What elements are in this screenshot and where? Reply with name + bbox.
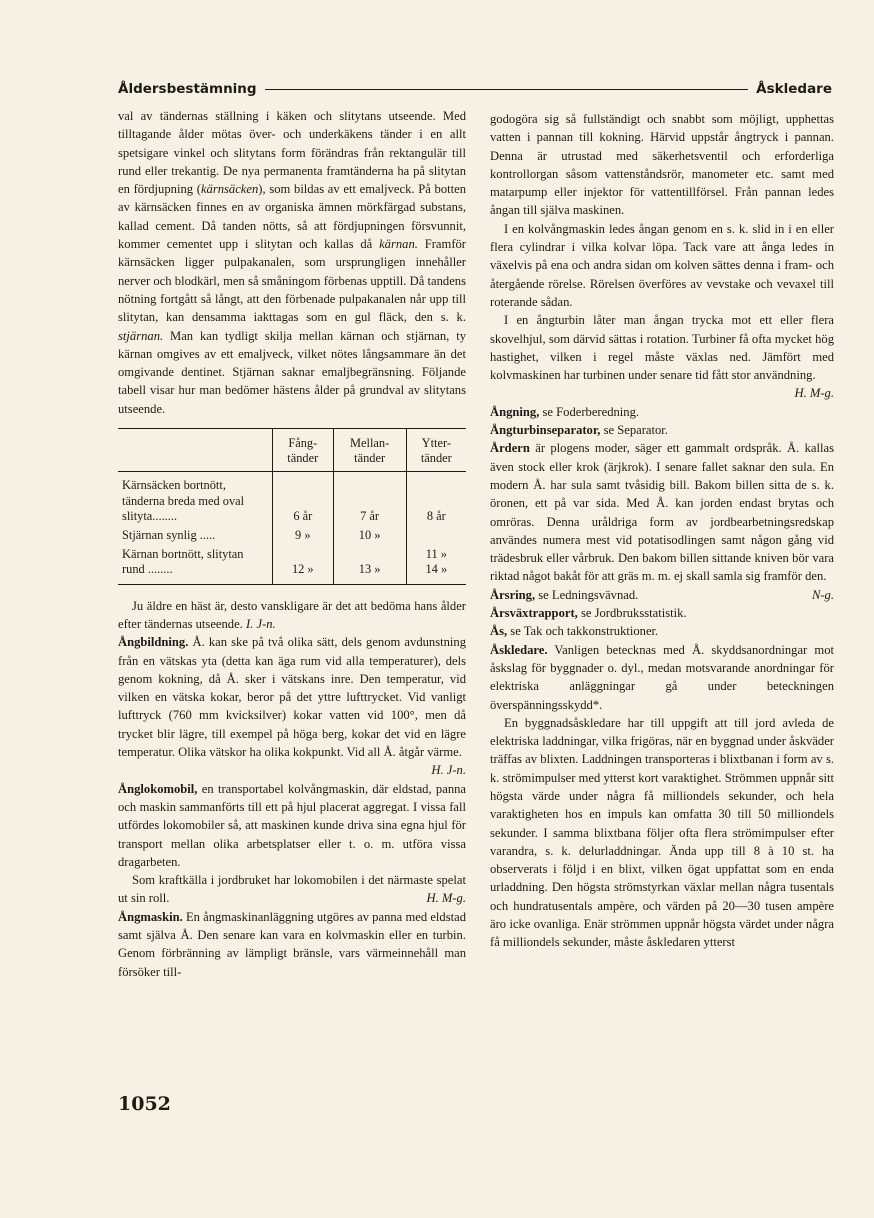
table-header: Fång- tänder [273, 429, 334, 472]
header-left-keyword: Åldersbestämning [118, 81, 257, 97]
paragraph: Ju äldre en häst är, desto vanskligare är det att bedöma hans ålder efter tändernas utseende. I. J-n. [118, 598, 466, 631]
entry-arsvaxtrapport: Årsväxtrapport, se Jordbruksstatistik. [490, 606, 687, 621]
paragraph: I en ångturbin låter man ångan trycka mot ett eller flera skovelhjul, som därvid sättas i rotation. Turbiner få ofta mycket hög hastighet, vilken i regel måste växlas ned. Jämfört med kolvmaskinen har turbinen under senare tid fått stor användning. [490, 313, 834, 383]
table-row: Kärnsäcken bortnött, tänderna breda med oval slityta........ 6 år 7 år 8 år [118, 472, 466, 526]
entry-angmaskin: Ångmaskin. En ångmaskinanläggning utgöres av panna med eldstad samt själva Å. Den senare kan vara en kolvmaskin eller en turbin. Genom förbränning av lämpligt bränsle, vars värmeinnehåll man försöker till- [118, 909, 466, 979]
entry-angturbinseparator: Ångturbinseparator, se Separator. [490, 423, 668, 438]
entry-anglokomobil: Ånglokomobil, en transportabel kolvångmaskin, där eldstad, panna och maskin sammanförts till ett på hjul placerat aggregat. I vissa fall utfördes lokomobiler så, att maskinen kunde driva sina egna hjul för transport mellan olika arbetsplatser eller t. o. m. utföra vissa dragarbeten. [118, 781, 466, 869]
signature: H. J-n. [431, 763, 466, 778]
paragraph: godogöra sig så fullständigt och snabbt som möjligt, upphettas vatten i pannan till kokning. Härvid uppstår ångtryck i pannan. Denna är utrustad med säkerhetsventil och erforderliga kontrollorgan såsom vattenståndsrör, manometer etc. samt med matarpump eller injektor för vattentillförsel. Från pannan ledes ångan till själva maskinen. [490, 112, 834, 218]
entry-angning: Ångning, se Foderberedning. [490, 404, 640, 419]
right-column [490, 110, 834, 952]
table-row: Stjärnan synlig ..... 9 » 10 » [118, 526, 466, 545]
table-row: Kärnan bortnött, slitytan rund ........ 12 » 13 » 11 » 14 » [118, 545, 466, 584]
header-right-keyword: Åskledare [756, 81, 832, 97]
entry-angbildning: Ångbildning. Å. kan ske på två olika sätt, dels genom avdunstning från en vätskas yta (detta kan äga rum vid alla temperaturer), dels genom kokning, då Å. sker i vätskans inre. Den temperatur, vid vilken en vätska kokar, beror på det yttre lufttrycket. Vid vanligt lufttryck (760 mm kvicksilver) kokar vatten vid 100°, men då trycket blir lägre, till exempel på höga berg, kokar det vid en lägre temperatur. Olika vätskor ha olika kokpunkt. Vid all Å. åtgår värme. [118, 635, 466, 760]
age-table [118, 428, 466, 585]
table-header: Mellan- tänder [333, 429, 406, 472]
entry-as: Ås, se Tak och takkonstruktioner. [490, 624, 659, 639]
entry-ardern: Årdern är plogens moder, säger ett gammalt ordspråk. Å. kallas även stock eller krok (ärjkrok). I senare fallet saknar den sula. En modern Å. har sula samt tvåsidig bill. Bakom billen sitta de s. k. öronen, ett på var sida. Med Å. kan jorden endast brytas och omröras. Denna uråldriga form av jordbearbetningsredskap användes numera mest vid potatisodlingen samt någon gång vid trädesbruk eller vårbruk. Den bakom billen sittande kniven bör vara riktad något bakåt för att gräs m. m. ej skall samla sig framför den. N-g. [490, 441, 834, 602]
table-header: Ytter- tänder [406, 429, 466, 472]
header-rule [265, 89, 749, 90]
running-header [118, 79, 832, 99]
paragraph: En byggnadsåskledare har till uppgift att till jord avleda de elektriska laddningar, vilka frigöras, när en byggnad under åskväder träffas av blixten. Laddningen transporteras i blixtbanan i form av s. k. strömimpulser med ytterst kort varaktighet. Strömmen uppnår sitt högsta värde under några få milliondels sekunder, och hela varaktigheten hos en impuls kan omfatta 30 till 50 milliondels sekunder. I samma blixtbana följer ofta flera strömimpulser efter varandra, s. k. delurladdningar. Ända upp till 8 à 10 st. ha observerats i följd i en blixt, vilken ögat uppfattat som en enda urladdning. Den högsta strömstyrkan växlar mellan några tusentals och hundratusentals ampère, och värden på 20—30 tusen ampère äro icke ovanliga. Enär strömmen uppnår högsta värdet under några få milliondels sekunder, måste åskledaren ytterst [490, 715, 834, 950]
signature: H. M-g. [794, 386, 834, 401]
page-number: 1052 [118, 1093, 171, 1115]
paragraph: Som kraftkälla i jordbruket har lokomobilen i det närmaste spelat ut sin roll. H. M-g. [118, 873, 466, 906]
left-column [118, 107, 466, 981]
paragraph: I en kolvångmaskin ledes ångan genom en s. k. slid in i en eller flera cylindrar i vilka kolvar löpa. Tack vare att ånga ledes in växelvis på ena och andra sidan om kolven sättes denna i fram- och återgående rörelse. Rörelsen överföres av vevstake och vevaxel till roterande sådan. [490, 221, 834, 309]
entry-askledare: Åskledare. Vanligen betecknas med Å. skyddsanordningar mot åskslag för byggnader o. dyl., medan motsvarande anordningar för elektriska anläggningar gå under beteckningen överspänningsskydd*. [490, 642, 834, 712]
paragraph: val av tändernas ställning i käken och slitytans utseende. Med tilltagande ålder mötas över- och underkäkens tänder i en allt spetsigare vinkel och slitytans form förändras från rektangulär till rund eller trekantig. De nya permanenta framtänderna ha på slitytan en fördjupning (kärnsäcken), som bildas av ett emaljveck. På botten av kärnsäcken finnes en av organiska ämnen mörkfärgad substans, kallad cement. Då tanden nötts, så att fördjupningen försvunnit, kommer cementet upp i slitytan och kallas då kärnan. Framför kärnsäcken ligger pulpakanalen, som ursprungligen innehåller nerver och blodkärl, men så småningom förbenas upptill. Då tandens nötning fortgått så långt, att den förbenade pulpakanalen når upp till slitytan, kan densamma iakttagas som en gul fläck, den s. k. stjärnan. Man kan tydligt skilja mellan kärnan och stjärnan, ty kärnan omgives av ett emaljveck, vilket nötes långsammare än det omgivande dentinet. Stjärnan saknar emaljbegränsning. Följande tabell visar hur man bedömer hästens ålder på grundval av slitytans utseende. [118, 109, 466, 416]
entry-arsring: Årsring, se Ledningsvävnad. [490, 587, 639, 602]
